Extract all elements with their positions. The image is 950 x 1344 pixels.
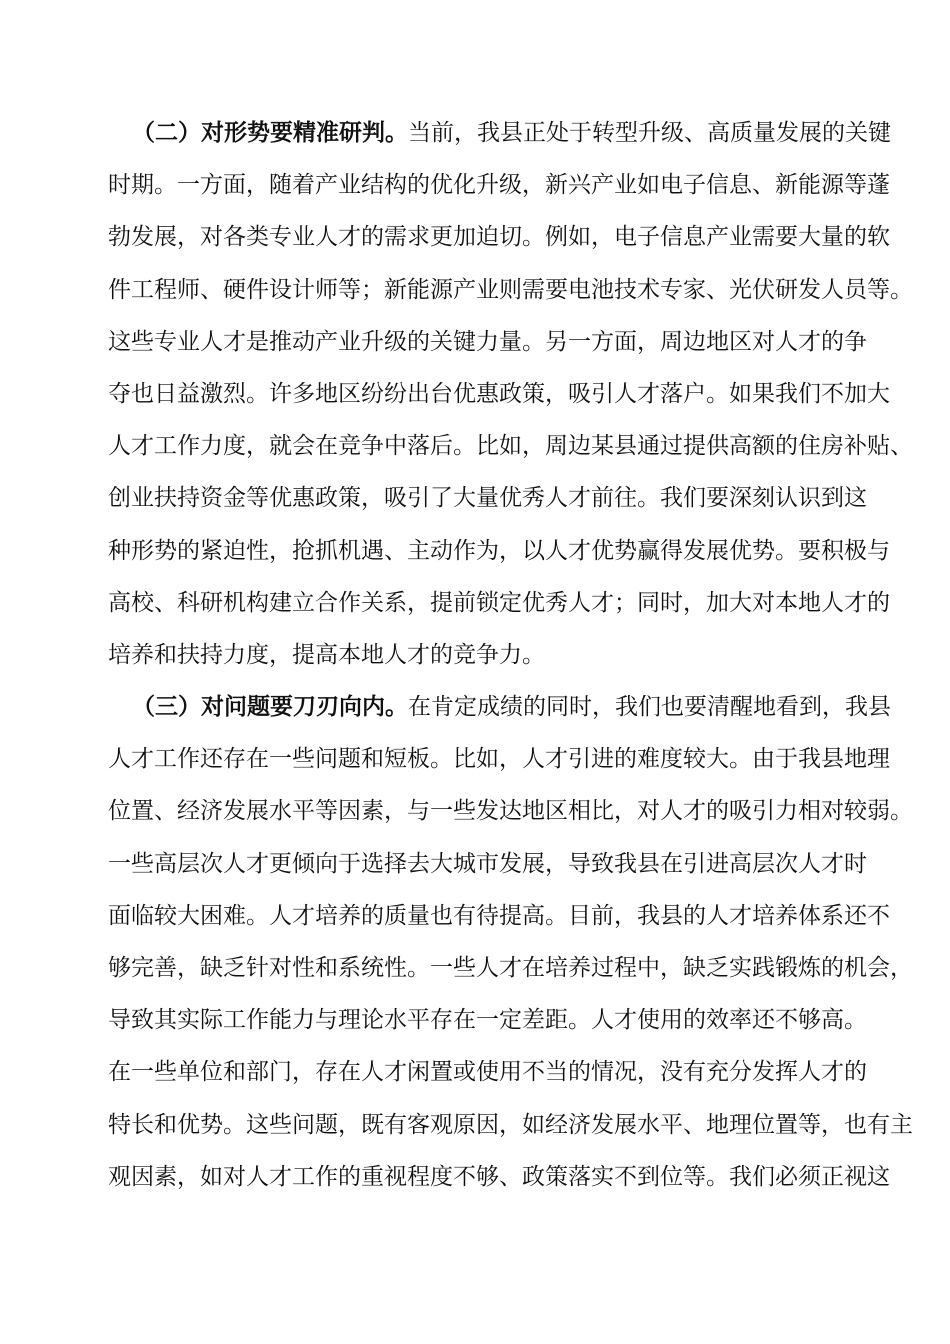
section-heading: （二）对形势要精准研判。 [132,119,408,146]
text-line: 勃发展，对各类专业人才的需求更加迫切。例如，电子信息产业需要大量的软 [108,224,890,251]
text-line: 位置、经济发展水平等因素，与一些发达地区相比，对人才的吸引力相对较弱。 [108,798,913,825]
text-line: 高校、科研机构建立合作关系，提前锁定优秀人才；同时，加大对本地人才的 [108,589,890,616]
text-line: 特长和优势。这些问题，既有客观原因，如经济发展水平、地理位置等，也有主 [108,1111,913,1138]
paragraph-problems [108,681,913,1203]
text-line: 种形势的紧迫性，抢抓机遇、主动作为，以人才优势赢得发展优势。要积极与 [108,537,890,564]
text-line: 创业扶持资金等优惠政策，吸引了大量优秀人才前往。我们要深刻认识到这 [108,485,867,512]
text-line: 夺也日益激烈。许多地区纷纷出台优惠政策，吸引人才落户。如果我们不加大 [108,380,890,407]
text-line: 人才工作力度，就会在竞争中落后。比如，周边某县通过提供高额的住房补贴、 [108,433,913,460]
text-line: 观因素，如对人才工作的重视程度不够、政策落实不到位等。我们必须正视这 [108,1163,890,1190]
paragraph-first-line [108,681,891,733]
paragraph-situation [108,107,913,681]
text-line: 这些专业人才是推动产业升级的关键力量。另一方面，周边地区对人才的争 [108,328,867,355]
text-line: 一些高层次人才更倾向于选择去大城市发展，导致我县在引进高层次人才时 [108,850,867,877]
text-line: 在一些单位和部门，存在人才闲置或使用不当的情况，没有充分发挥人才的 [108,1059,867,1086]
text-line: 培养和扶持力度，提高本地人才的竞争力。 [108,641,545,668]
text-line: 导致其实际工作能力与理论水平存在一定差距。人才使用的效率还不够高。 [108,1007,867,1034]
text-line: 件工程师、硬件设计师等；新能源产业则需要电池技术专家、光伏研发人员等。 [108,276,913,303]
text-run: 在肯定成绩的同时，我们也要清醒地看到，我县 [408,694,891,721]
text-run: 当前，我县正处于转型升级、高质量发展的关键 [408,120,891,146]
text-line: 够完善，缺乏针对性和系统性。一些人才在培养过程中，缺乏实践锻炼的机会， [108,955,913,981]
text-line: 时期。一方面，随着产业结构的优化升级，新兴产业如电子信息、新能源等蓬 [108,172,890,199]
section-heading: （三）对问题要刀刃向内。 [132,693,408,721]
text-line: 人才工作还存在一些问题和短板。比如，人才引进的难度较大。由于我县地理 [108,746,890,773]
document-page [108,107,913,1203]
text-line: 面临较大困难。人才培养的质量也有待提高。目前，我县的人才培养体系还不 [108,902,890,929]
paragraph-first-line [108,107,891,159]
